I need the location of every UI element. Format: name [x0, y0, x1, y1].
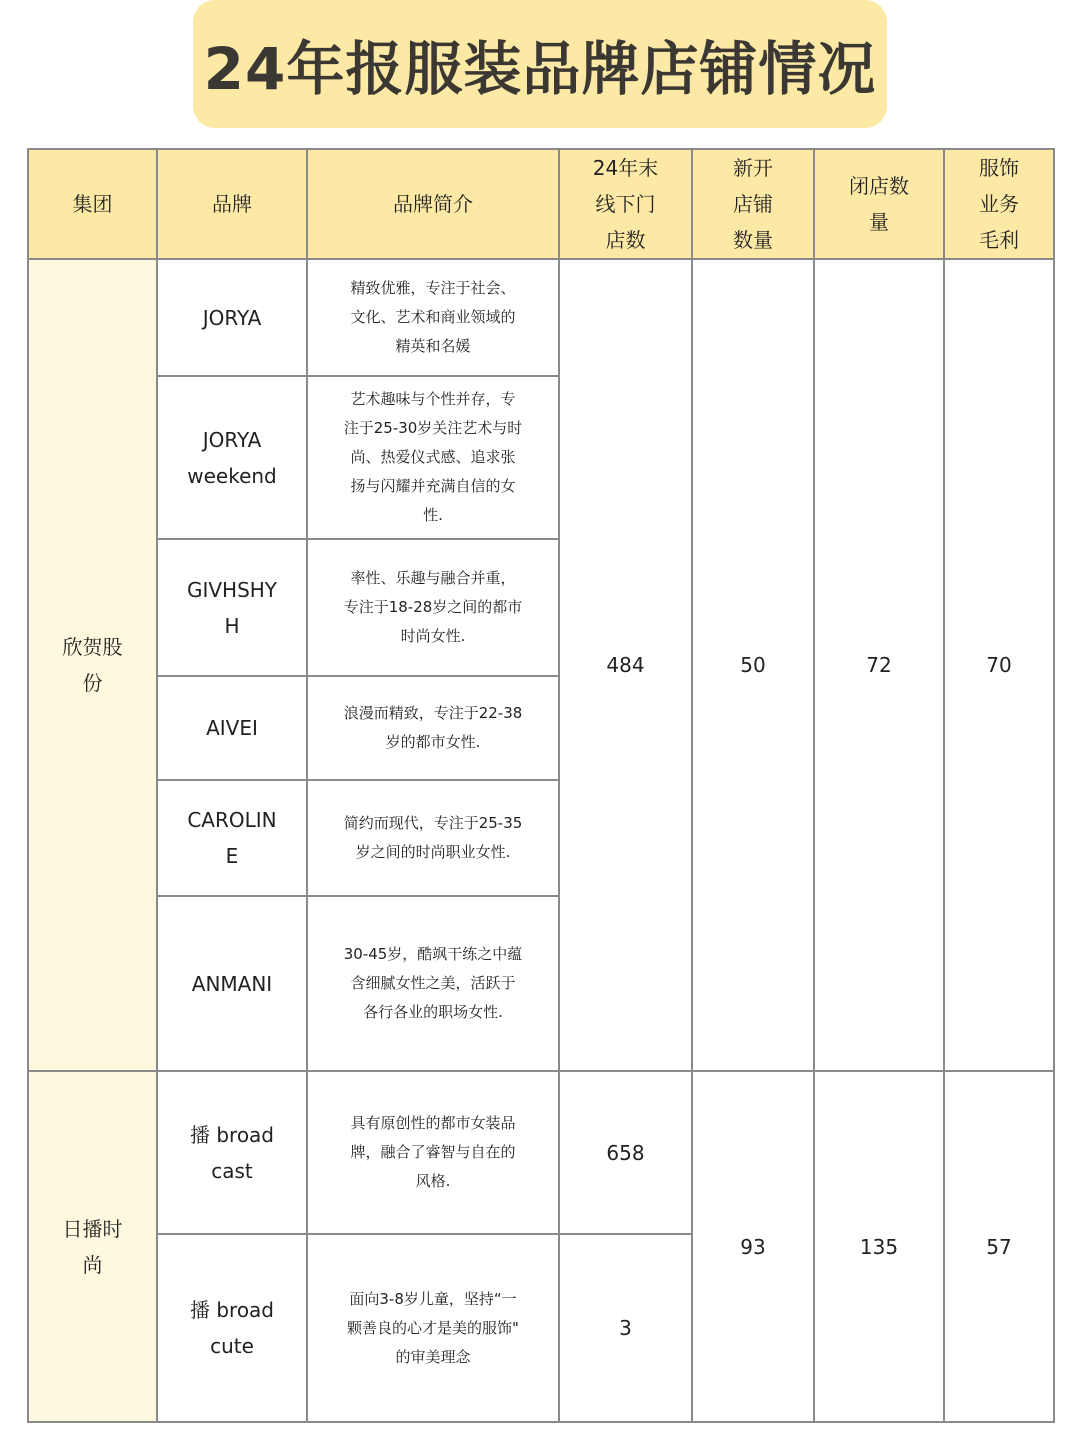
stores-cell: 3 — [559, 1234, 692, 1422]
stores-cell: 484 — [559, 259, 692, 1071]
opened-cell: 93 — [692, 1071, 814, 1422]
title-banner — [193, 0, 887, 128]
margin-cell: 57 — [944, 1071, 1054, 1422]
page-title: 24年报服装品牌店铺情况 — [203, 35, 877, 103]
brand-cell: JORYA — [157, 259, 307, 376]
brand-intro-cell: 艺术趣味与个性并存，专 注于25-30岁关注艺术与时 尚、热爱仪式感、追求张 扬与闪耀并充满自信的女 性. — [307, 376, 559, 539]
brand-cell: ANMANI — [157, 896, 307, 1071]
brand-intro-cell: 精致优雅，专注于社会、 文化、艺术和商业领域的 精英和名媛 — [307, 259, 559, 376]
brand-cell: CAROLIN E — [157, 780, 307, 896]
header-margin: 服饰 业务 毛利 — [944, 149, 1054, 259]
brand-intro-cell: 面向3-8岁儿童，坚持“一 颗善良的心才是美的服饰" 的审美理念 — [307, 1234, 559, 1422]
brand-intro-cell: 30-45岁，酷飒干练之中蕴 含细腻女性之美，活跃于 各行各业的职场女性. — [307, 896, 559, 1071]
header-stores: 24年末 线下门 店数 — [559, 149, 692, 259]
header-opened: 新开 店铺 数量 — [692, 149, 814, 259]
brand-cell: JORYA weekend — [157, 376, 307, 539]
stores-cell: 658 — [559, 1071, 692, 1234]
header-group: 集团 — [28, 149, 157, 259]
header-row — [28, 149, 1054, 259]
brand-cell: 播 broad cute — [157, 1234, 307, 1422]
closed-cell: 135 — [814, 1071, 944, 1422]
brand-intro-cell: 具有原创性的都市女装品 牌，融合了睿智与自在的 风格. — [307, 1071, 559, 1234]
brand-cell: AIVEI — [157, 676, 307, 780]
header-brand: 品牌 — [157, 149, 307, 259]
brand-intro-cell: 浪漫而精致，专注于22-38 岁的都市女性. — [307, 676, 559, 780]
brand-intro-cell: 率性、乐趣与融合并重， 专注于18-28岁之间的都市 时尚女性. — [307, 539, 559, 676]
header-closed: 闭店数 量 — [814, 149, 944, 259]
margin-cell: 70 — [944, 259, 1054, 1071]
brand-cell: GIVHSHY H — [157, 539, 307, 676]
table-row — [28, 1071, 1054, 1234]
group-cell: 欣贺股 份 — [28, 259, 157, 1071]
opened-cell: 50 — [692, 259, 814, 1071]
group-cell: 日播时 尚 — [28, 1071, 157, 1422]
table-row — [28, 259, 1054, 376]
brand-store-table — [27, 148, 1055, 1423]
brand-intro-cell: 简约而现代，专注于25-35 岁之间的时尚职业女性. — [307, 780, 559, 896]
closed-cell: 72 — [814, 259, 944, 1071]
header-intro: 品牌简介 — [307, 149, 559, 259]
brand-cell: 播 broad cast — [157, 1071, 307, 1234]
